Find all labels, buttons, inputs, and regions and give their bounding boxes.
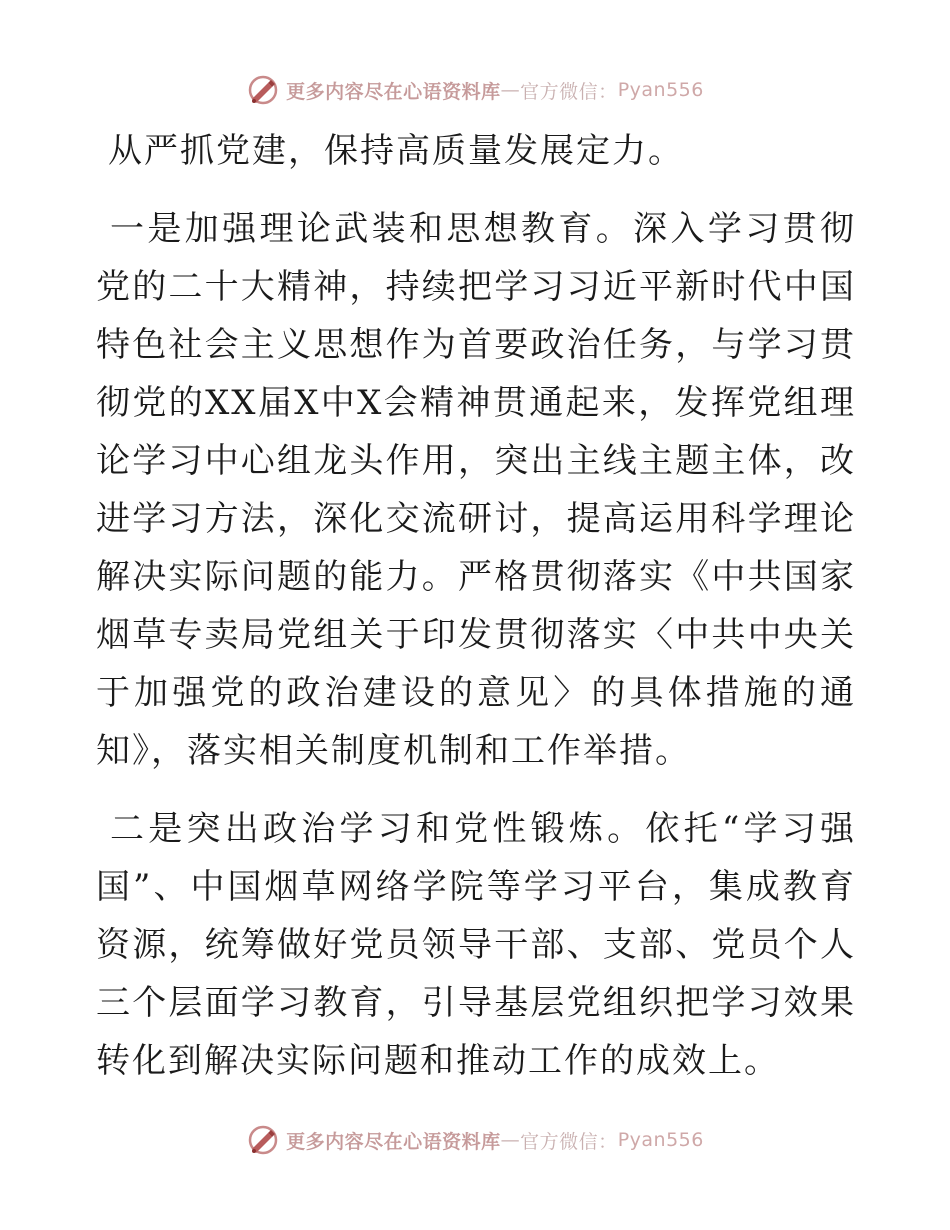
paragraph-political-study: 二是突出政治学习和党性锻炼。依托“学习强国”、中国烟草网络学院等学习平台，集成教育资源，统筹做好党员领导干部、支部、党员个人三个层面学习教育，引导基层党组织把学习效果转化到解决实际问题和推动工作的成效上。: [96, 809, 856, 1081]
separator: —: [500, 79, 521, 101]
pen-logo-icon: [246, 73, 280, 107]
paragraph-theory-education: 一是加强理论武装和思想教育。深入学习贯彻党的二十大精神，持续把学习习近平新时代中国特色社会主义思想作为首要政治任务，与学习贯彻党的XX届X中X会精神贯通起来，发挥党组理论学习中心组龙头作用，突出主线主题主体，改进学习方法，深化交流研讨，提高运用科学理论解决实际问题的能力。严格贯彻落实《中共国家烟草专卖局党组关于印发贯彻落实〈中共中央关于加强党的政治建设的意见〉的具体措施的通知》，落实相关制度机制和工作举措。: [96, 209, 856, 771]
brand-text: 更多内容尽在心语资料库: [286, 1130, 501, 1153]
pen-logo-icon: [246, 1123, 280, 1157]
document-body: [96, 122, 856, 1110]
wechat-id: Pyan556: [617, 79, 704, 101]
wechat-id: Pyan556: [617, 1129, 704, 1151]
footer-watermark-banner: [0, 1120, 950, 1160]
wechat-label: 官方微信：: [520, 80, 618, 103]
brand-text: 更多内容尽在心语资料库: [286, 80, 501, 103]
paragraph-intro: 从严抓党建，保持高质量发展定力。: [108, 131, 684, 171]
wechat-label: 官方微信：: [520, 1130, 618, 1153]
header-watermark-banner: [0, 70, 950, 110]
separator: —: [500, 1129, 521, 1151]
